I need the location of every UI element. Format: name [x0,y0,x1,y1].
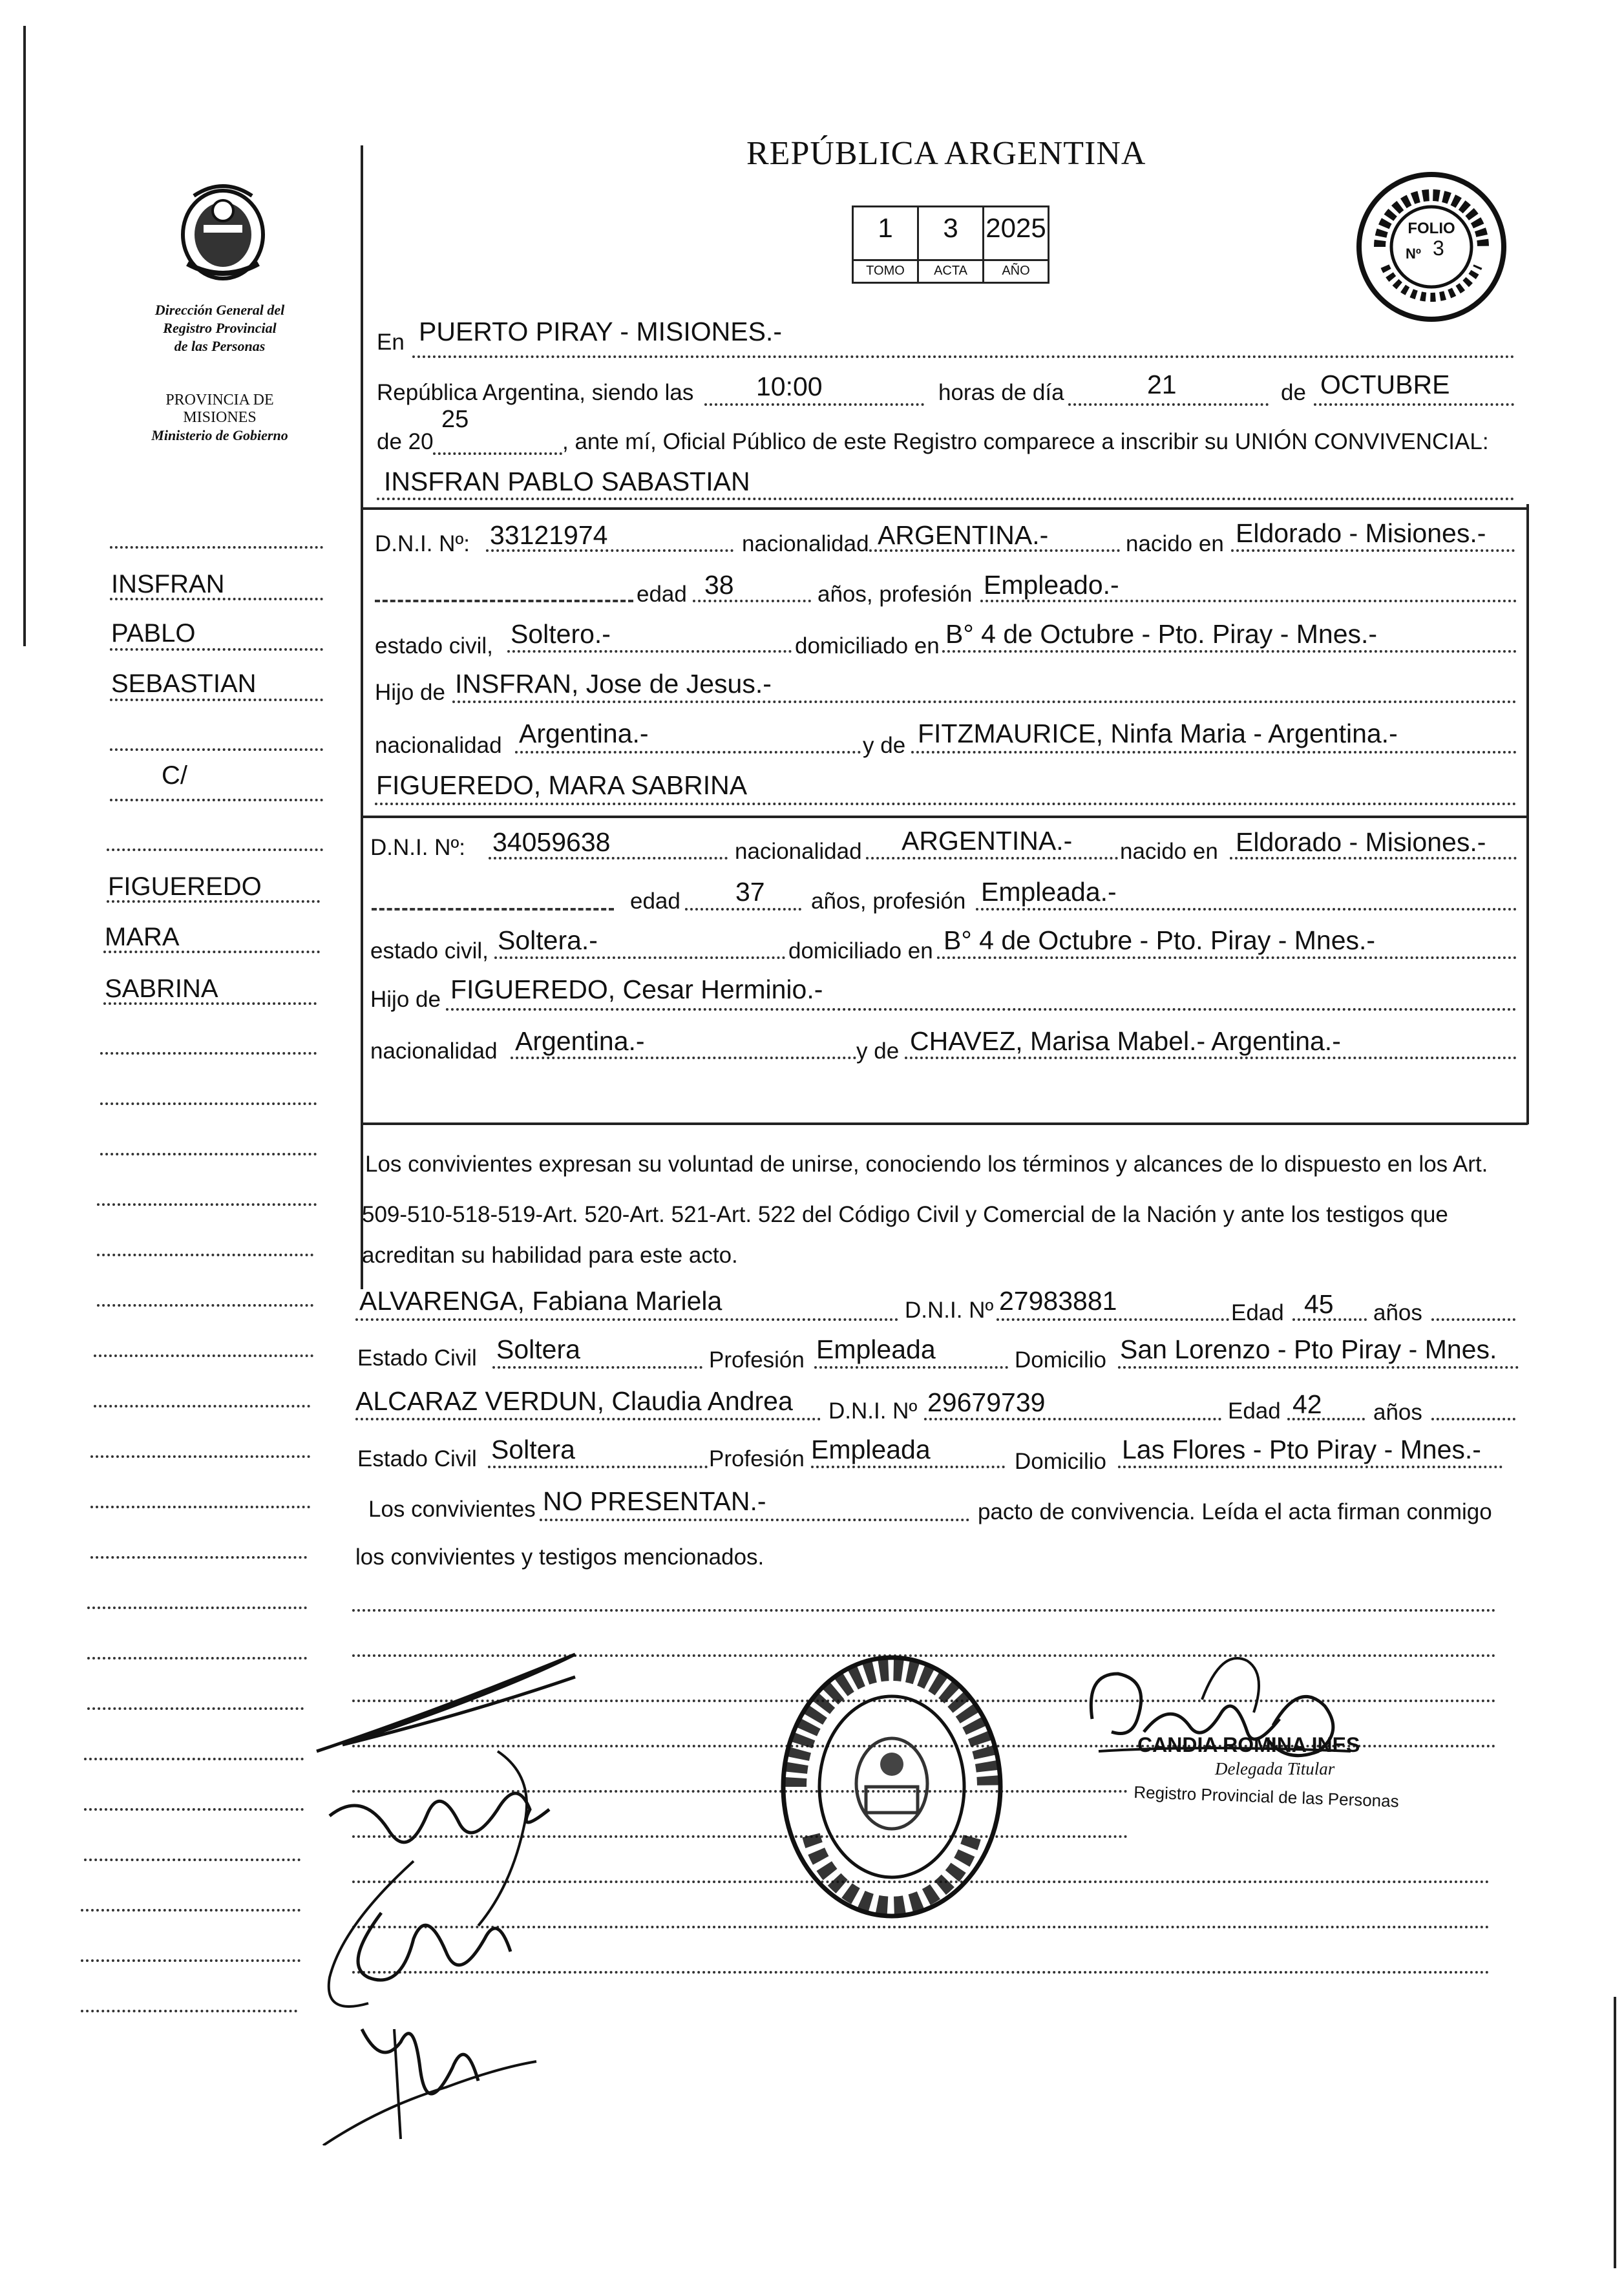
margin-dotline [94,1405,310,1407]
p1-father-value: INSFRAN, Jose de Jesus.- [455,669,772,699]
margin-dotline [110,648,323,651]
p1-father-line [452,701,1517,703]
p1-age-value: 38 [704,570,734,600]
margin-dotline [97,1203,317,1206]
w1-profession-value: Empleada [816,1334,936,1364]
margin-dotline [87,1707,304,1710]
p1-edad-label: edad [637,582,687,607]
folio-stamp-seal [1354,169,1509,324]
margin-dotline [100,1153,317,1155]
p1-dni-label: D.N.I. Nº: [375,531,470,556]
ministry-line: Ministerio de Gobierno [151,427,288,443]
p1-birthplace-line [1231,549,1515,552]
p2-civil-line [494,956,785,959]
p2-nationality-value: ARGENTINA.- [902,826,1073,856]
p2-yde-label: y de [856,1038,900,1064]
delegation-stamp-seal [775,1648,1008,1926]
p2-mother-line [905,1057,1517,1059]
org-line-2: Registro Provincial [163,320,277,336]
p1-nationality-value: ARGENTINA.- [878,520,1049,550]
margin-dotline [100,1102,317,1105]
w1-civil-value: Soltera [496,1334,580,1364]
de-label: de [1281,380,1306,405]
person1-name: INSFRAN PABLO SABASTIAN [384,467,750,496]
margin-dotline [87,1607,307,1609]
form-right-border [1526,504,1529,1124]
tomo-label: TOMO [854,259,917,279]
p1-mother-line [911,751,1517,753]
margin-dotline [100,1052,317,1055]
p1-birthplace-value: Eldorado - Misiones.- [1236,518,1486,548]
p2-dash-line [372,908,614,911]
anio-label: AÑO [984,259,1048,279]
coat-of-arms-icon [174,180,271,283]
month-value: OCTUBRE [1320,370,1450,399]
p2-address-value: B° 4 de Octubre - Pto. Piray - Mnes.- [944,925,1376,955]
w1-dni-value: 27983881 [999,1286,1117,1316]
w2-name-line [355,1418,821,1420]
p2-edad-label: edad [630,889,680,914]
pact-text: pacto de convivencia. Leída el acta firman conmigo [978,1499,1492,1524]
org-line-3: de las Personas [174,338,266,354]
p2-hijo-label: Hijo de [370,987,441,1012]
w2-address-value: Las Flores - Pto Piray - Mnes.- [1122,1435,1481,1464]
w2-anios-label: años [1373,1400,1422,1425]
time-line [704,403,924,406]
official-title: Delegada Titular [1215,1759,1335,1778]
p2-nacionalidad-label: nacionalidad [735,839,862,864]
margin-dotline [97,1304,313,1307]
official-org: Registro Provincial de las Personas [1133,1782,1400,1811]
pact-line [540,1519,969,1521]
declaration-line-1: Los convivientes expresan su voluntad de unirse, conociendo los términos y alcances de lo dispuesto en los Art. [365,1152,1488,1177]
w2-address-line [1118,1466,1503,1468]
p1-domiciliado-label: domiciliado en [795,633,940,659]
w2-profession-line [811,1466,1005,1468]
tomo-value: 1 [878,213,893,243]
p2-anios-label: años, profesión [811,889,966,914]
margin-dotline [110,748,323,751]
page-right-edge-line [1614,1997,1616,2268]
w2-dni-label: D.N.I. Nº [828,1398,918,1424]
margin-dotline [110,699,323,701]
p2-age-value: 37 [735,877,765,907]
p2-father-nat-line [511,1057,856,1059]
year-value: 25 [441,406,469,433]
w1-address-value: San Lorenzo - Pto Piray - Mnes. [1120,1334,1497,1364]
year-line [433,452,562,455]
p2-father-line [446,1008,1517,1011]
divider-person2 [362,816,1528,818]
p1-nacido-label: nacido en [1126,531,1224,556]
p2-address-line [937,956,1517,959]
anio-value: 2025 [986,213,1046,243]
p2-nacido-label: nacido en [1120,839,1218,864]
w1-name: ALVARENGA, Fabiana Mariela [359,1286,722,1316]
p1-yde-label: y de [863,733,906,758]
margin-dotline [81,2010,297,2012]
w2-dni-value: 29679739 [927,1387,1046,1417]
margin-dotline [107,848,323,851]
w1-domicilio-label: Domicilio [1015,1347,1106,1373]
margin-dotline [81,1959,301,1962]
p1-father-nat-value: Argentina.- [519,719,649,748]
p2-dni-value: 34059638 [492,827,611,857]
org-line-1: Dirección General del [154,302,285,318]
declaration-line-2: 509-510-518-519-Art. 520-Art. 521-Art. 522 del Código Civil y Comercial de la Nación y ante los testigos que [362,1202,1448,1227]
margin-connector: C/ [162,761,187,790]
w2-civil-line [488,1466,708,1468]
p2-nationality-line [866,857,1118,859]
w2-estado-label: Estado Civil [357,1446,477,1471]
margin-dotline [110,546,323,549]
margin-dotline [90,1455,310,1458]
w2-civil-value: Soltera [491,1435,575,1464]
w1-age-value: 45 [1304,1289,1334,1319]
margin-dotline [103,951,320,953]
page-left-edge-line [23,26,26,646]
day-value: 21 [1147,370,1177,399]
p1-hijo-label: Hijo de [375,680,445,705]
margin-p2-name1: MARA [105,923,180,951]
margin-dotline [107,900,320,903]
w2-age-value: 42 [1292,1389,1322,1419]
acta-label: ACTA [919,259,982,279]
w1-dni-label: D.N.I. Nº [905,1298,994,1323]
margin-dotline [90,1556,307,1559]
p2-birthplace-value: Eldorado - Misiones.- [1236,827,1486,857]
p1-dni-value: 33121974 [490,520,608,550]
margin-p1-name2: SEBASTIAN [111,669,257,698]
p2-civil-value: Soltera.- [498,925,598,955]
folio-label: FOLIO [1408,220,1455,237]
margin-dotline [90,1506,310,1508]
year-label: de 20 [377,429,434,454]
margin-dotline [110,598,323,600]
p1-dash-line [375,600,633,602]
w1-tail-line [1431,1318,1515,1321]
official-name: CANDIA ROMINA INES [1137,1733,1360,1756]
margin-dotline [84,1758,304,1760]
p2-father-nat-value: Argentina.- [515,1026,645,1056]
p1-civil-line [507,650,792,653]
margin-dotline [87,1657,307,1660]
province-line-1: PROVINCIA DE [165,392,274,408]
person2-name-line [375,803,1517,805]
day-line [1068,403,1269,406]
p2-estado-label: estado civil, [370,938,489,964]
folio-stamp [1354,169,1509,324]
w2-domicilio-label: Domicilio [1015,1449,1106,1474]
w1-profesion-label: Profesión [709,1347,805,1373]
sign-line [352,1609,1496,1612]
p1-estado-label: estado civil, [375,633,493,659]
w1-anios-label: años [1373,1300,1422,1325]
p2-profession-value: Empleada.- [981,877,1117,907]
time-value: 10:00 [756,372,823,401]
person1-name-line [377,498,1515,500]
margin-dotline [97,1254,313,1256]
w1-address-line [1118,1366,1519,1369]
margin-dotline [81,1909,301,1912]
page-title: REPÚBLICA ARGENTINA [746,135,1146,172]
w2-name: ALCARAZ VERDUN, Claudia Andrea [355,1386,793,1416]
place-line [412,355,1515,358]
p1-address-value: B° 4 de Octubre - Pto. Piray - Mnes.- [945,619,1378,649]
divider-declaration [362,1122,1528,1125]
left-header-org [116,301,323,355]
p1-address-line [942,650,1517,653]
w1-edad-label: Edad [1231,1300,1284,1325]
person2-name: FIGUEREDO, MARA SABRINA [376,770,748,800]
w1-civil-line [492,1366,702,1369]
w2-tail-line [1431,1418,1515,1420]
p2-father-value: FIGUEREDO, Cesar Herminio.- [450,975,823,1004]
record-number-box [852,205,1049,284]
margin-p1-surname: INSFRAN [111,570,225,598]
margin-p2-name2: SABRINA [105,975,218,1003]
margin-dotline [94,1354,313,1357]
w2-edad-label: Edad [1228,1398,1281,1424]
p1-father-nat-line [515,751,861,753]
p1-civil-value: Soltero.- [511,619,611,649]
p2-mother-value: CHAVEZ, Marisa Mabel.- Argentina.- [910,1026,1341,1056]
declaration-line-3: acreditan su habilidad para este acto. [362,1243,738,1268]
left-header-province [116,392,323,444]
conv-label: Los convivientes [368,1497,536,1522]
p1-nacionalidad-label: nacionalidad [742,531,869,556]
w2-profesion-label: Profesión [709,1446,805,1471]
republic-label: República Argentina, siendo las [377,380,694,405]
acta-value: 3 [943,213,958,243]
month-line [1314,403,1514,406]
margin-dotline [84,1808,304,1811]
w1-dni-line [997,1318,1229,1321]
w2-profession-value: Empleada [811,1435,931,1464]
folio-number: 3 [1433,237,1444,260]
margin-p1-name1: PABLO [111,619,196,648]
w1-estado-label: Estado Civil [357,1345,477,1371]
union-statement: , ante mí, Oficial Público de este Registro comparece a inscribir su UNIÓN CONVIVENCIAL: [562,429,1489,454]
p1-mother-value: FITZMAURICE, Ninfa Maria - Argentina.- [918,719,1398,748]
margin-dotline [103,1002,317,1005]
p2-profession-line [976,908,1517,911]
horas-label: horas de día [938,380,1064,405]
p2-dni-label: D.N.I. Nº: [370,835,465,860]
p1-nac-label: nacionalidad [375,733,502,758]
p2-age-line [685,908,801,911]
p2-domiciliado-label: domiciliado en [788,938,933,964]
province-line-2: MISIONES [183,409,257,426]
folio-prefix: Nº [1406,246,1421,262]
closing-line-2: los convivientes y testigos mencionados. [355,1544,765,1570]
w2-dni-line [924,1418,1221,1420]
p1-profession-value: Empleado.- [984,570,1119,600]
pact-value: NO PRESENTAN.- [543,1486,766,1516]
margin-dotline [84,1859,301,1861]
w1-profession-line [814,1366,1008,1369]
place-value: PUERTO PIRAY - MISIONES.- [419,317,782,346]
margin-dotline [110,799,323,801]
p2-nac-label: nacionalidad [370,1038,498,1064]
signatures-left [304,1616,756,2145]
en-label: En [377,330,405,355]
divider-person1 [362,507,1528,510]
w1-name-line [355,1318,898,1321]
form-left-border [361,145,363,1289]
p1-anios-label: años, profesión [817,582,973,607]
delegation-stamp [775,1648,1008,1926]
margin-p2-surname: FIGUEREDO [108,872,262,901]
